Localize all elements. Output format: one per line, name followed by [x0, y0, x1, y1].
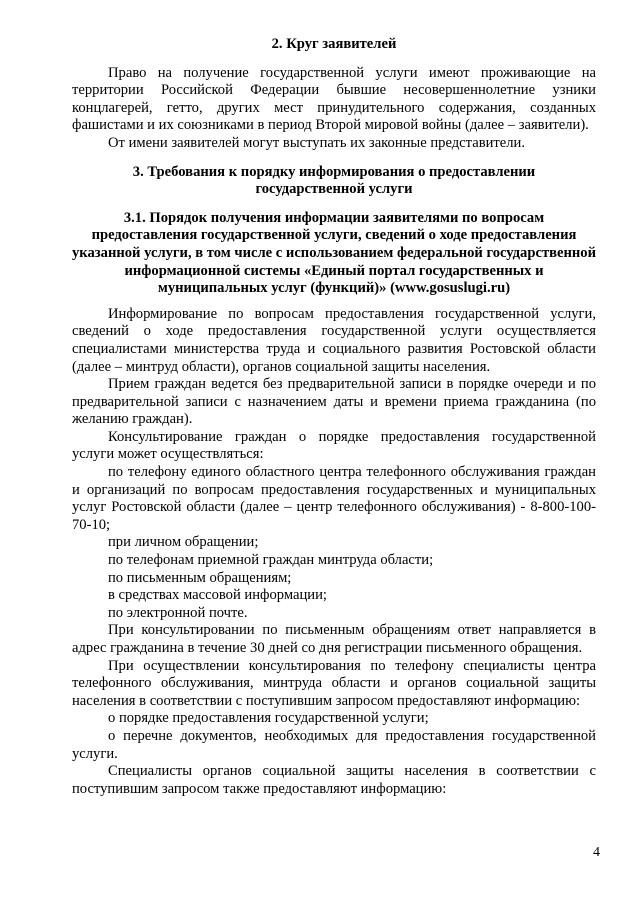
list-item-documents: о перечне документов, необходимых для предоставления государственной услуги.	[72, 727, 596, 762]
list-item-written-requests: по письменным обращениям;	[108, 569, 292, 586]
section-2-paragraph-2: От имени заявителей могут выступать их законные представители.	[108, 134, 525, 151]
body-paragraph-2: Прием граждан ведется без предварительной записи в порядке очереди и по предварительной записи с назначением даты и времени приема гражданина (по желанию граждан).	[72, 376, 596, 428]
body-paragraph-3: Консультирование граждан о порядке предоставления государственной услуги может осуществляться:	[72, 428, 596, 463]
section-2-paragraph-1: Право на получение государственной услуги имеют проживающие на территории Российской Федерации бывшие несовершеннолетние узники концлагерей, гетто, других мест принудительного содержания, созданных фашистами и их союзниками в период Второй мировой войны (далее – заявители).	[72, 64, 596, 134]
list-item-email: по электронной почте.	[108, 604, 248, 621]
page-number: 4	[593, 845, 600, 860]
section-3-1-heading: 3.1. Порядок получения информации заявителями по вопросам предоставления государственной услуги, сведений о ходе предоставления указанной услуги, в том числе с использованием федеральной государственной информационной системы «Единый портал государственных и муниципальных услуг (функций)» (www.gosuslugi.ru)	[72, 209, 596, 297]
list-item-personal-visit: при личном обращении;	[108, 534, 259, 551]
body-paragraph-written-response: При консультировании по письменным обращениям ответ направляется в адрес гражданина в течение 30 дней со дня регистрации письменного обращения.	[72, 622, 596, 656]
section-2-heading: 2. Круг заявителей	[271, 36, 397, 52]
list-item-mass-media: в средствах массовой информации;	[108, 587, 327, 604]
list-item-procedure: о порядке предоставления государственной услуги;	[108, 710, 429, 727]
body-paragraph-specialists: Специалисты органов социальной защиты населения в соответствии с поступившим запросом также предоставляют информацию:	[72, 763, 596, 797]
body-paragraph-1: Информирование по вопросам предоставления государственной услуги, сведений о ходе предоставления государственной услуги осуществляется специалистами министерства труда и социального развития Ростовской области (далее – минтруд области), органов социальной защиты населения.	[72, 305, 596, 375]
section-3-heading: 3. Требования к порядку информирования о предоставлении государственной услуги	[132, 163, 536, 198]
body-paragraph-phone-consulting: При осуществлении консультирования по телефону специалисты центра телефонного обслуживания, минтруда области и органов социальной защиты населения в соответствии с поступившим запросом предоставляют информацию:	[72, 657, 596, 709]
list-item-reception-phone: по телефонам приемной граждан минтруда области;	[108, 552, 434, 569]
list-item-phone-center: по телефону единого областного центра телефонного обслуживания граждан и организаций по вопросам предоставления государственных и муниципальных услуг Ростовской области (далее – центр телефонного обслуживания) - 8-800-100-70-10;	[72, 464, 596, 533]
document-page	[72, 36, 596, 798]
